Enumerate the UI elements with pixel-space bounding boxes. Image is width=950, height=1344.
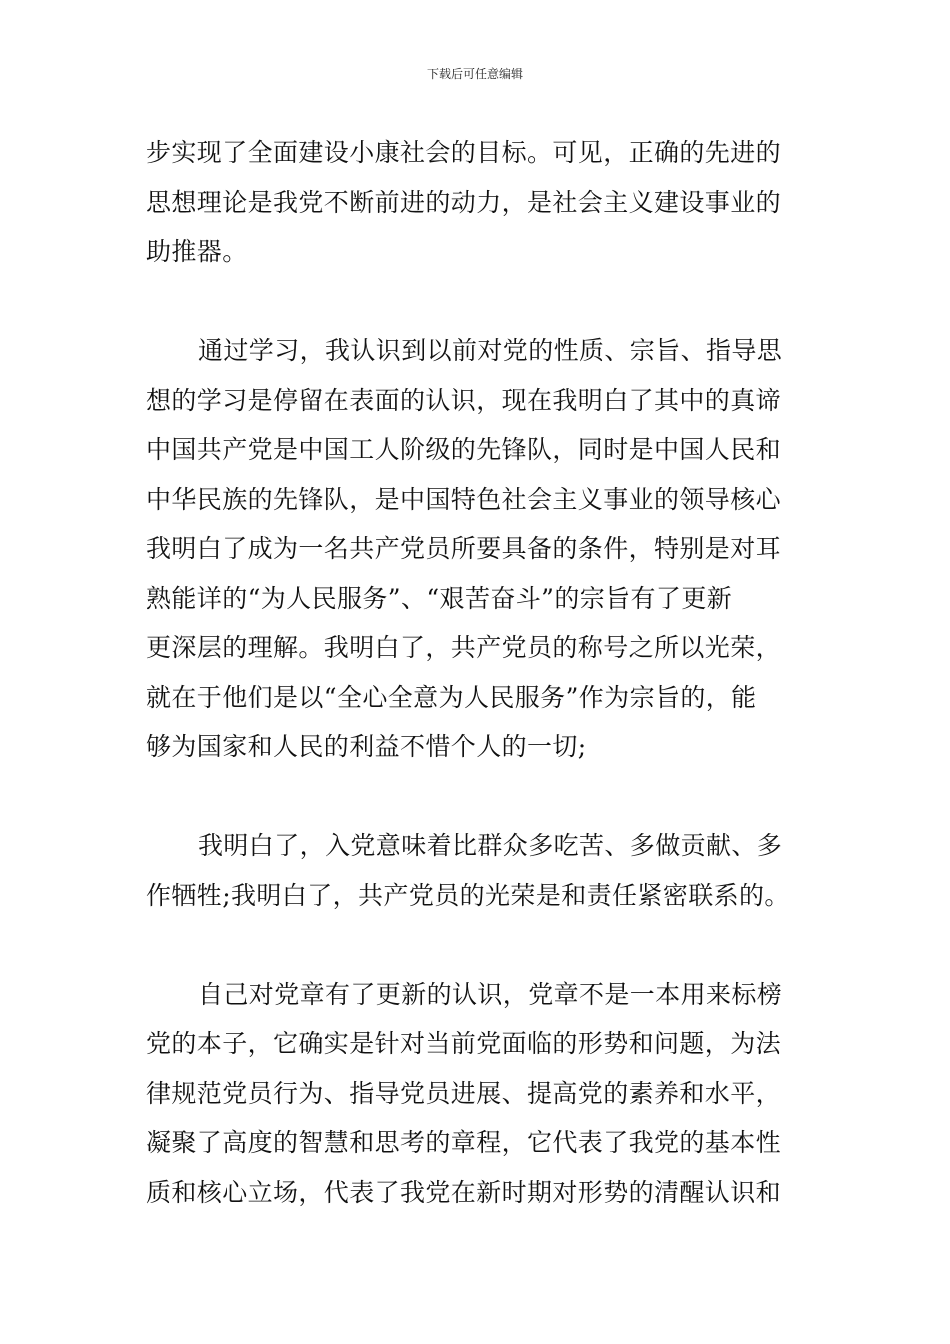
text-line: 更深层的理解。我明白了，共产党员的称号之所以光荣， bbox=[146, 633, 782, 662]
paragraph-gap bbox=[146, 772, 810, 822]
text-line: 作牺牲;我明白了，共产党员的光荣是和责任紧密联系的。 bbox=[146, 880, 790, 910]
paragraph bbox=[146, 970, 810, 1218]
text-line: 想的学习是停留在表面的认识，现在我明白了其中的真谛 bbox=[146, 385, 782, 415]
text-line: 中国共产党是中国工人阶级的先锋队，同时是中国人民和 bbox=[146, 435, 782, 464]
text-line: 熟能详的“为人民服务”、“艰苦奋斗”的宗旨有了更新 bbox=[146, 583, 733, 613]
paragraph-gap bbox=[146, 277, 810, 327]
document-body bbox=[146, 128, 810, 1217]
text-line: 我明白了，入党意味着比群众多吃苦、多做贡献、多 bbox=[198, 831, 783, 860]
text-line: 助推器。 bbox=[146, 237, 248, 266]
text-line: 自己对党章有了更新的认识，党章不是一本用来标榜 bbox=[198, 979, 783, 1009]
text-line: 我明白了成为一名共产党员所要具备的条件，特别是对耳 bbox=[146, 534, 782, 563]
paragraph-gap bbox=[146, 920, 810, 970]
text-line: 质和核心立场，代表了我党在新时期对形势的清醒认识和 bbox=[146, 1177, 782, 1207]
text-line: 够为国家和人民的利益不惜个人的一切; bbox=[146, 732, 587, 761]
text-line: 步实现了全面建设小康社会的目标。可见，正确的先进的 bbox=[146, 138, 782, 167]
text-line: 思想理论是我党不断前进的动力，是社会主义建设事业的 bbox=[146, 187, 782, 217]
paragraph bbox=[146, 128, 810, 277]
paragraph bbox=[146, 326, 810, 772]
text-line: 凝聚了高度的智慧和思考的章程，它代表了我党的基本性 bbox=[146, 1128, 782, 1157]
text-line: 中华民族的先锋队，是中国特色社会主义事业的领导核心 bbox=[146, 484, 782, 514]
text-line: 通过学习，我认识到以前对党的性质、宗旨、指导思 bbox=[198, 336, 783, 365]
paragraph bbox=[146, 821, 810, 920]
text-line: 律规范党员行为、指导党员进展、提高党的素养和水平， bbox=[146, 1078, 782, 1108]
text-line: 就在于他们是以“全心全意为人民服务”作为宗旨的，能 bbox=[146, 682, 757, 712]
text-line: 党的本子，它确实是针对当前党面临的形势和问题，为法 bbox=[146, 1029, 782, 1058]
page-header-note: 下载后可任意编辑 bbox=[426, 67, 523, 81]
